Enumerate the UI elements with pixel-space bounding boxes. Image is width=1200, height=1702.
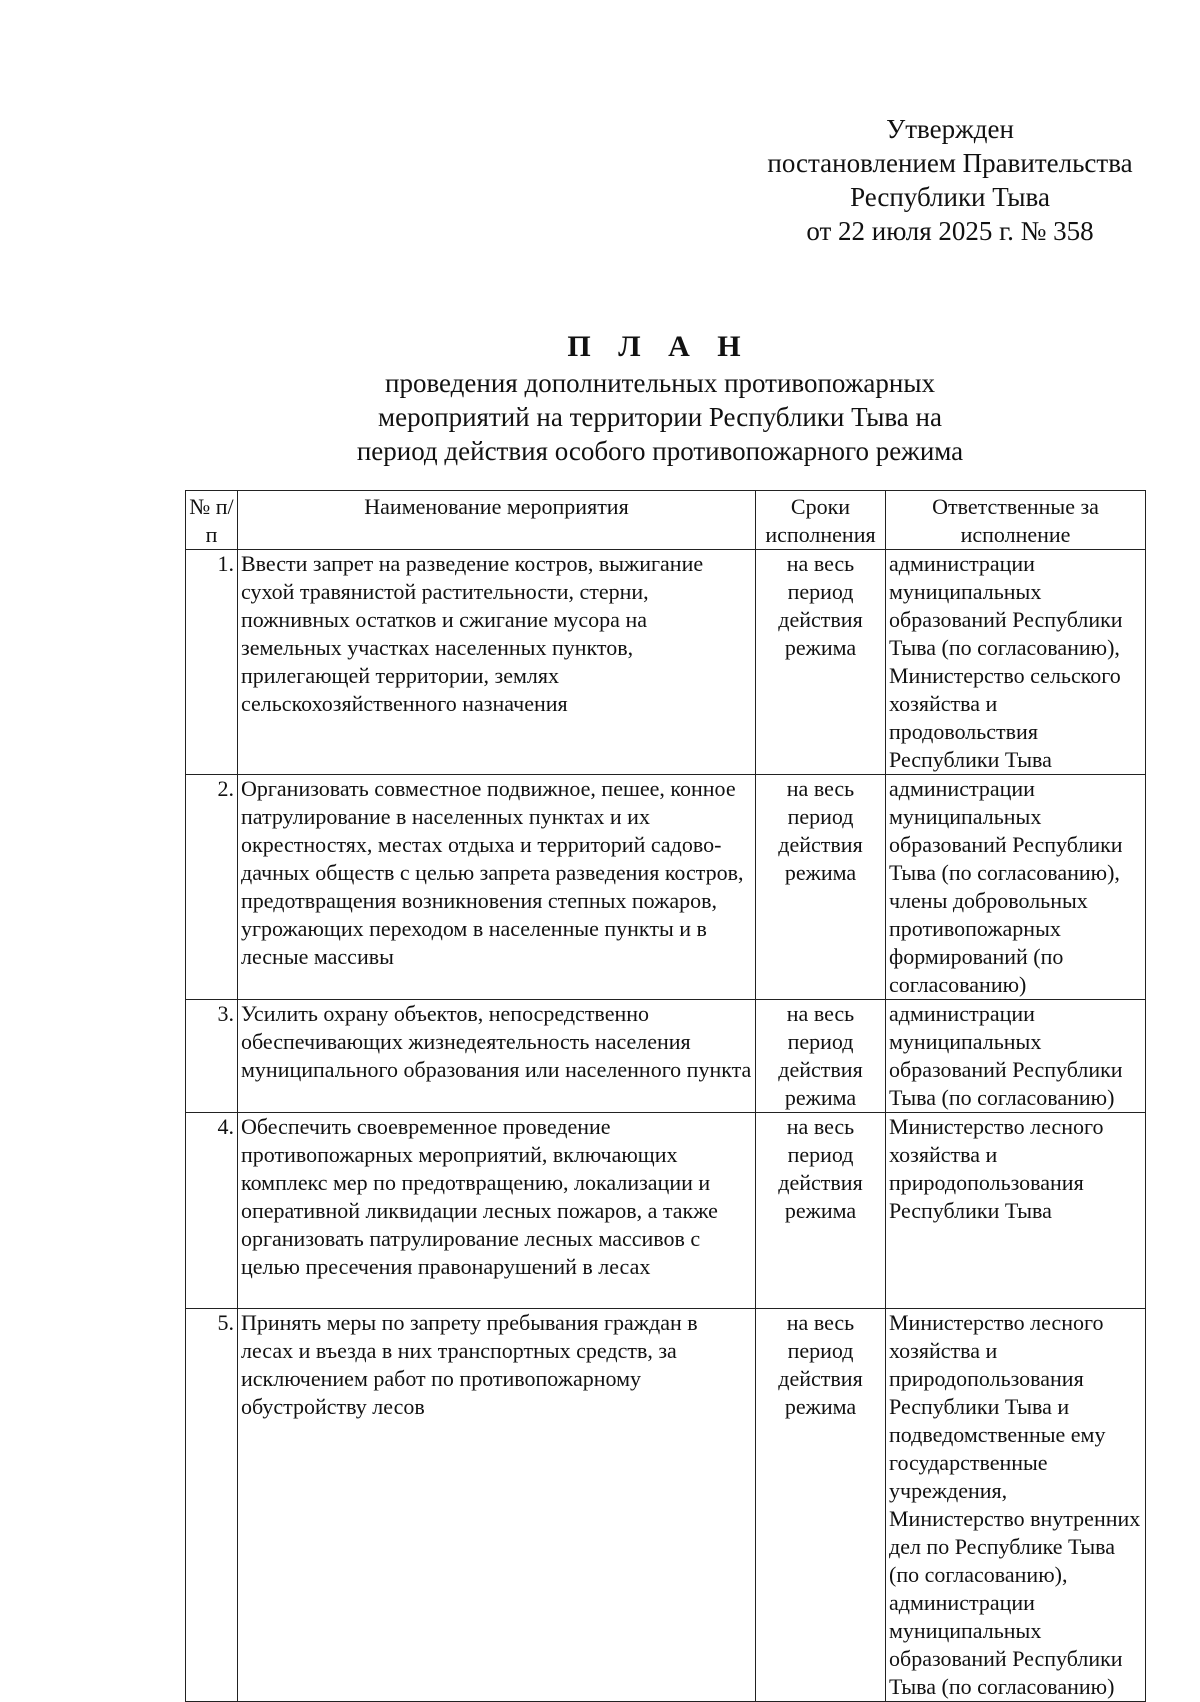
table-row <box>186 775 1146 1000</box>
header-number: № п/п <box>186 491 238 550</box>
row-number: 1. <box>186 550 238 775</box>
approval-line-approved: Утвержден <box>886 114 1014 144</box>
approval-line-republic: Республики Тыва <box>850 182 1050 212</box>
approval-stamp <box>740 112 1160 248</box>
row-deadline: на весь период действия режима <box>756 1113 886 1309</box>
plan-subtitle-line: период действия особого противопожарного режима <box>356 436 964 466</box>
row-measure: Усилить охрану объектов, непосредственно обеспечивающих жизнедеятельность населения муниципального образования или населенного пункта <box>238 1000 756 1113</box>
row-measure: Обеспечить своевременное проведение противопожарных мероприятий, включающих комплекс мер по предотвращению, локализации и оперативной ликвидации лесных пожаров, а также организовать патрулирование лесных массивов с целью пресечения правонарушений в лесах <box>238 1113 756 1309</box>
approval-line-date-number: от 22 июля 2025 г. № 358 <box>806 216 1094 246</box>
row-deadline: на весь период действия режима <box>756 1000 886 1113</box>
row-responsible: администрации муниципальных образований Республики Тыва (по согласованию) <box>886 1000 1146 1113</box>
row-responsible: Министерство лесного хозяйства и природопользования Республики Тыва <box>886 1113 1146 1309</box>
plan-subtitle-line: проведения дополнительных противопожарных <box>385 368 935 398</box>
plan-subtitle-line: мероприятий на территории Республики Тыва на <box>378 402 942 432</box>
row-number: 4. <box>186 1113 238 1309</box>
plan-subtitle <box>290 366 1030 468</box>
plan-title: П Л А Н <box>567 330 751 363</box>
row-number: 5. <box>186 1309 238 1702</box>
row-responsible: Министерство лесного хозяйства и природопользования Республики Тыва и подведомственные ему государственные учреждения, Министерство внутренних дел по Республике Тыва (по согласованию), администрации муниципальных образований Республики Тыва (по согласованию) <box>886 1309 1146 1702</box>
header-responsible: Ответственные за исполнение <box>886 491 1146 550</box>
row-measure: Организовать совместное подвижное, пешее, конное патрулирование в населенных пунктах и их окрестностях, местах отдыха и территорий садово-дачных обществ с целью запрета разведения костров, предотвращения возникновения степных пожаров, угрожающих переходом в населенные пункты и в лесные массивы <box>238 775 756 1000</box>
table-row <box>186 1113 1146 1309</box>
row-deadline: на весь период действия режима <box>756 1309 886 1702</box>
table-row <box>186 1000 1146 1113</box>
table-header-row <box>186 491 1146 550</box>
approval-line-resolution: постановлением Правительства <box>767 148 1133 178</box>
table-row <box>186 550 1146 775</box>
table-row <box>186 1309 1146 1702</box>
row-number: 3. <box>186 1000 238 1113</box>
header-deadline: Сроки исполнения <box>756 491 886 550</box>
row-measure: Ввести запрет на разведение костров, выжигание сухой травянистой растительности, стерни, пожнивных остатков и сжигание мусора на земельных участках населенных пунктов, прилегающей территории, землях сельскохозяйственного назначения <box>238 550 756 775</box>
row-deadline: на весь период действия режима <box>756 775 886 1000</box>
row-responsible: администрации муниципальных образований Республики Тыва (по согласованию), члены добровольных противопожарных формирований (по согласованию) <box>886 775 1146 1000</box>
row-measure: Принять меры по запрету пребывания граждан в лесах и въезда в них транспортных средств, за исключением работ по противопожарному обустройству лесов <box>238 1309 756 1702</box>
row-deadline: на весь период действия режима <box>756 550 886 775</box>
measures-table <box>185 490 1146 1702</box>
header-measure-name: Наименование мероприятия <box>238 491 756 550</box>
row-number: 2. <box>186 775 238 1000</box>
row-responsible: администрации муниципальных образований Республики Тыва (по согласованию), Министерство сельского хозяйства и продовольствия Республики Тыва <box>886 550 1146 775</box>
